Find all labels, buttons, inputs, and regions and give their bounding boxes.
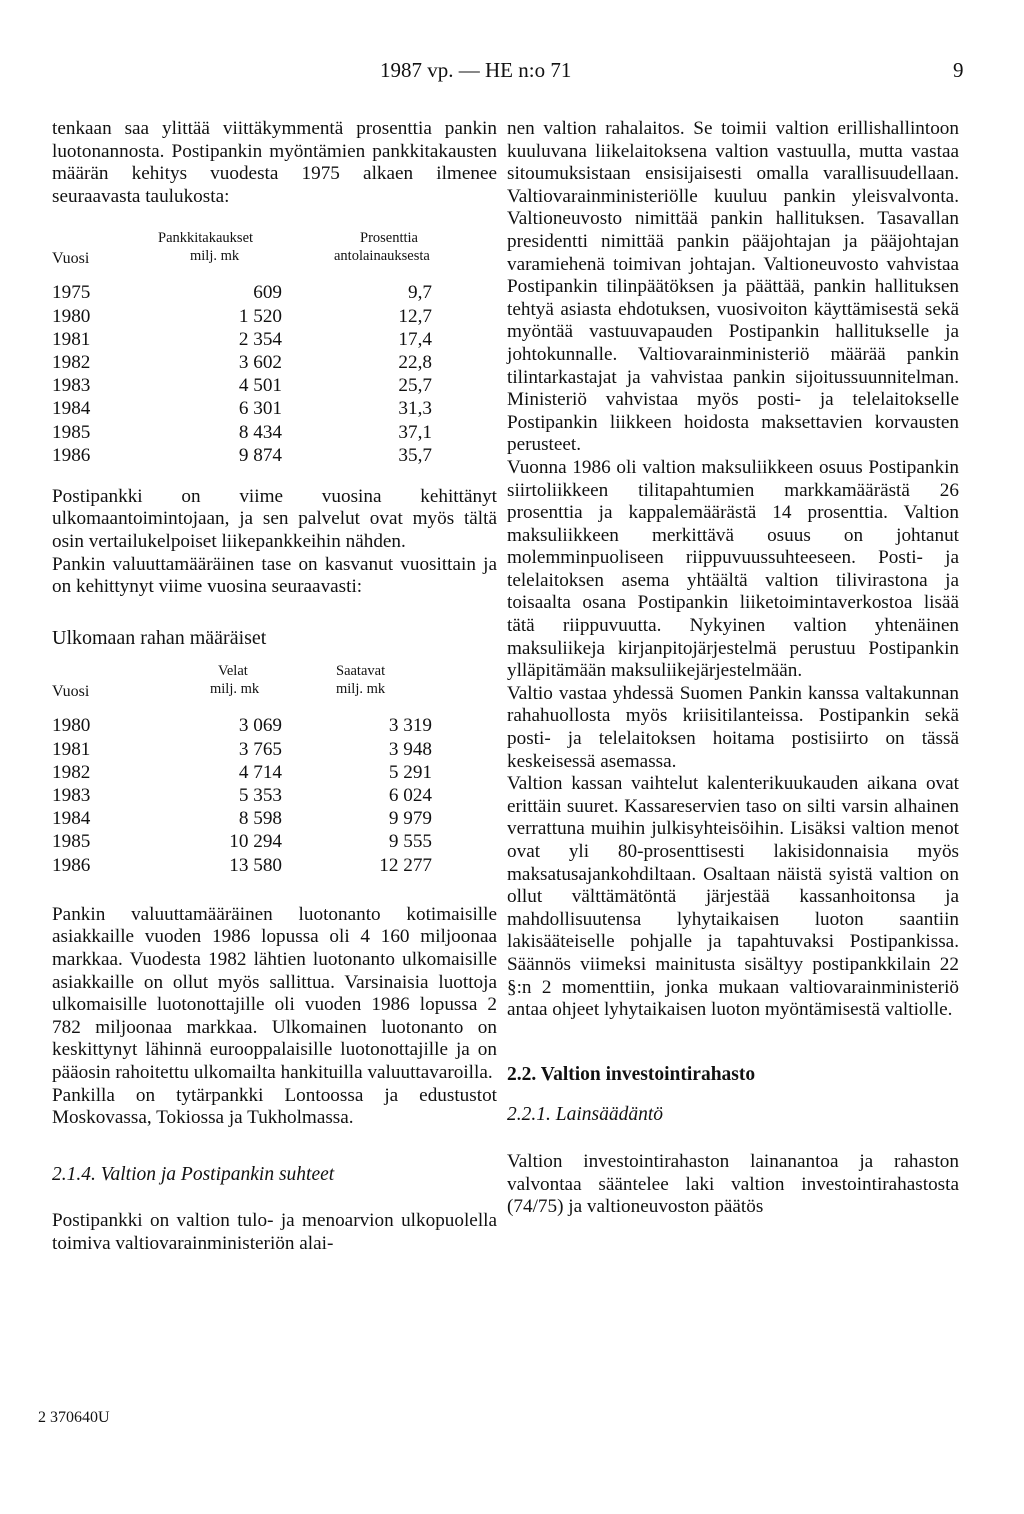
col-header-receivables-unit: milj. mk (336, 681, 386, 698)
cell-year: 1982 (52, 761, 91, 783)
cell-value-2: 3 319 (388, 715, 432, 737)
cell-value: 3 602 (238, 351, 282, 373)
table-body (52, 715, 497, 877)
cell-year: 1980 (52, 305, 91, 327)
guarantees-table (52, 230, 497, 468)
table-row (52, 329, 497, 352)
cell-year: 1984 (52, 808, 91, 830)
table-body (52, 282, 497, 468)
paragraph: Valtion investointirahaston lainanantoa ja rahaston valvontaa sääntelee laki valtion investointirahastosta (74/75) ja valtioneuvoston päätös (507, 1150, 959, 1218)
col-header-year: Vuosi (52, 250, 90, 268)
table-row (52, 762, 497, 785)
table-row (52, 785, 497, 808)
cell-value: 4 714 (238, 761, 282, 783)
table-row (52, 375, 497, 398)
cell-value: 8 598 (238, 808, 282, 830)
cell-value: 10 294 (229, 831, 282, 853)
left-column (52, 118, 497, 1255)
section-heading: 2.1.4. Valtion ja Postipankin suhteet (52, 1163, 335, 1185)
cell-value: 5 353 (238, 785, 282, 806)
table-title: Ulkomaan rahan määräiset (52, 626, 267, 649)
cell-value-2: 9,7 (408, 282, 432, 304)
cell-value-2: 37,1 (398, 421, 432, 443)
col-header-guarantees: Pankkitakaukset (158, 230, 254, 247)
cell-value: 609 (253, 282, 282, 304)
cell-year: 1980 (52, 715, 91, 737)
cell-value-2: 9 979 (388, 808, 432, 830)
paragraph: Valtio vastaa yhdessä Suomen Pankin kanssa valtakunnan rahahuollosta myös kriisitilanteissa. Postipankin sekä posti- ja telelaitoksen hoitama postisiirto on tässä keskeisessä asemassa. (507, 682, 959, 772)
paragraph: tenkaan saa ylittää viittäkymmentä prosenttia pankin luotonannosta. Postipankin myöntämien pankkitakausten määrän kehitys vuodesta 1975 alkaen ilmenee seuraavasta taulukosta: (52, 118, 497, 207)
paragraph: nen valtion rahalaitos. Se toimii valtion erillishallintoon kuuluvana liikelaitoksena valtion vastuulla, mutta vastaa sitoumuksistaan ensisijaisesti omalla varallisuudellaan. Valtiovarainministeriölle kuuluu pankin yleisvalvonta. Valtioneuvosto nimittää pankin hallituksen. Tasavallan presidentti nimittää pankin pääjohtajan ja pääjohtajan varamiehenä toimivan johtajan. Valtioneuvosto vahvistaa Postipankin tilinpäätöksen ja päättää, pankin hallituksen tehtyä asiasta ehdotuksen, vuosivoiton käyttämisestä sekä myöntää vastuuvapauden Postipankin hallitukselle ja johtokunnalle. Valtiovarainministeriö määrää pankin tilintarkastajat ja vahvistaa pankin sijoitussuunnitelman. Ministeriö vahvistaa myös posti- ja telelaitokselle Postipankin liikkeen hoidosta maksettavien korvausten perusteet. (507, 118, 959, 456)
cell-value-2: 12 277 (379, 854, 432, 876)
page-number: 9 (953, 58, 964, 82)
table-row (52, 398, 497, 421)
table-row (52, 855, 497, 878)
cell-value-2: 22,8 (398, 351, 432, 373)
cell-value-2: 3 948 (388, 738, 432, 760)
cell-value: 2 354 (238, 328, 282, 350)
paragraph: Postipankki on valtion tulo- ja menoarvion ulkopuolella toimiva valtiovarainministeriön alai- (52, 1210, 497, 1254)
cell-value-2: 5 291 (388, 761, 432, 783)
foreign-currency-table (52, 663, 497, 877)
footer-code: 2 370640U (38, 1409, 110, 1426)
subsection-heading: 2.2.1. Lainsäädäntö (507, 1104, 664, 1126)
table-row (52, 831, 497, 854)
table-row (52, 282, 497, 305)
cell-value: 3 069 (238, 715, 282, 737)
table-row (52, 306, 497, 329)
cell-value: 6 301 (238, 398, 282, 420)
running-header: 1987 vp. — HE n:o 71 (380, 58, 572, 82)
cell-year: 1986 (52, 444, 91, 466)
paragraph: Vuonna 1986 oli valtion maksuliikkeen osuus Postipankin siirtoliikkeen tilitapahtumien markkamäärästä 26 prosenttia ja kappalemäärästä 14 prosenttia. Valtion maksuliikkeen merkittävä osuus on johtanut molemminpuoliseen riippuvuussuhteeseen. Posti- ja telelaitoksen asema yhtäältä valtion tilivirastona ja toisaalta osana Postipankin liiketoimintaverkostoa lisää tätä riippuvuutta. Nykyinen valtion yhtenäinen maksuliikeja kirjanpitojärjestelmä perustuu Postipankin ylläpitämään maksuliikejärjestelmään. (507, 456, 959, 682)
cell-year: 1981 (52, 328, 91, 350)
cell-value-2: 9 555 (388, 831, 432, 853)
table-header (52, 663, 497, 705)
cell-value: 3 765 (238, 738, 282, 760)
col-header-receivables: Saatavat (336, 663, 386, 680)
cell-value-2: 31,3 (398, 398, 432, 420)
table-row (52, 739, 497, 762)
cell-year: 1983 (52, 375, 91, 397)
col-header-year: Vuosi (52, 683, 90, 701)
paragraph: Valtion kassan vaihtelut kalenterikuukauden aikana ovat erittäin suuret. Kassareservien taso on silti varsin alhainen verrattuna muihin julkisyhteisöihin. Lisäksi valtion menot ovat yli 80-prosenttisesti lakisidonnaisia myös maksatusajankohdiltaan. Osaltaan näistä syistä valtion on ollut välttämätöntä järjestää kassanhoitonsa ja mahdollisuutensa lyhytaikaisen luoton saantiin lakisääteiselle pohjalle ja tapahtuvaksi Postipankissa. Säännös viimeksi mainitusta sisältyy postipankkilain 22 §:n 2 momenttiin, jonka mukaan valtiovarainministeriö antaa ohjeet lyhytaikaisen luoton myöntämisestä valtiolle. (507, 773, 959, 1021)
cell-year: 1985 (52, 421, 91, 443)
paragraph: Pankin valuuttamääräinen tase on kasvanut vuosittain ja on kehittynyt viime vuosina seuraavasti: (52, 553, 497, 598)
table-header (52, 230, 497, 272)
cell-value-2: 12,7 (398, 305, 432, 327)
table-row (52, 445, 497, 468)
cell-value: 1 520 (238, 305, 282, 327)
cell-year: 1984 (52, 398, 91, 420)
col-header-liabilities: Velat (218, 663, 248, 680)
col-header-liabilities-unit: milj. mk (210, 681, 260, 698)
table-row (52, 422, 497, 445)
cell-value: 13 580 (229, 854, 282, 876)
col-header-percent-desc: antolainauksesta (334, 248, 430, 265)
cell-year: 1986 (52, 854, 91, 876)
cell-value-2: 6 024 (388, 785, 432, 806)
table-row (52, 715, 497, 738)
cell-year: 1975 (52, 282, 91, 304)
cell-year: 1983 (52, 785, 91, 806)
right-column (507, 118, 959, 1219)
paragraph: Postipankki on viime vuosina kehittänyt ulkomaantoimintojaan, ja sen palvelut ovat myös tältä osin vertailukelpoiset liikepankkeihin nähden. (52, 485, 497, 553)
cell-value-2: 25,7 (398, 375, 432, 397)
col-header-guarantees-unit: milj. mk (190, 248, 240, 265)
paragraph: Pankin valuuttamääräinen luotonanto kotimaisille asiakkaille vuoden 1986 lopussa oli 4 160 miljoonaa markkaa. Vuodesta 1982 lähtien luotonanto ulkomaisille asiakkaille on ollut myös sallittua. Varsinaisia luottoja ulkomaisille luotonottajille oli vuoden 1986 lopussa 2 782 miljoonaa markkaa. Ulkomainen luotonanto on keskittynyt lähinnä eurooppalaisille luotonottajille ja on pääosin rahoitettu ulkomailta hankituilla valuuttavaroilla. (52, 903, 497, 1083)
table-row (52, 352, 497, 375)
cell-value: 8 434 (238, 421, 282, 443)
table-row (52, 808, 497, 831)
paragraph: Pankilla on tytärpankki Lontoossa ja edustustot Moskovassa, Tokiossa ja Tukholmassa. (52, 1084, 497, 1129)
cell-value-2: 17,4 (398, 328, 432, 350)
cell-year: 1982 (52, 351, 91, 373)
cell-value: 9 874 (238, 444, 282, 466)
cell-value-2: 35,7 (398, 444, 432, 466)
col-header-percent: Prosenttia (360, 230, 418, 247)
section-heading: 2.2. Valtion investointirahasto (507, 1063, 756, 1085)
cell-year: 1985 (52, 831, 91, 853)
cell-value: 4 501 (238, 375, 282, 397)
cell-year: 1981 (52, 738, 91, 760)
